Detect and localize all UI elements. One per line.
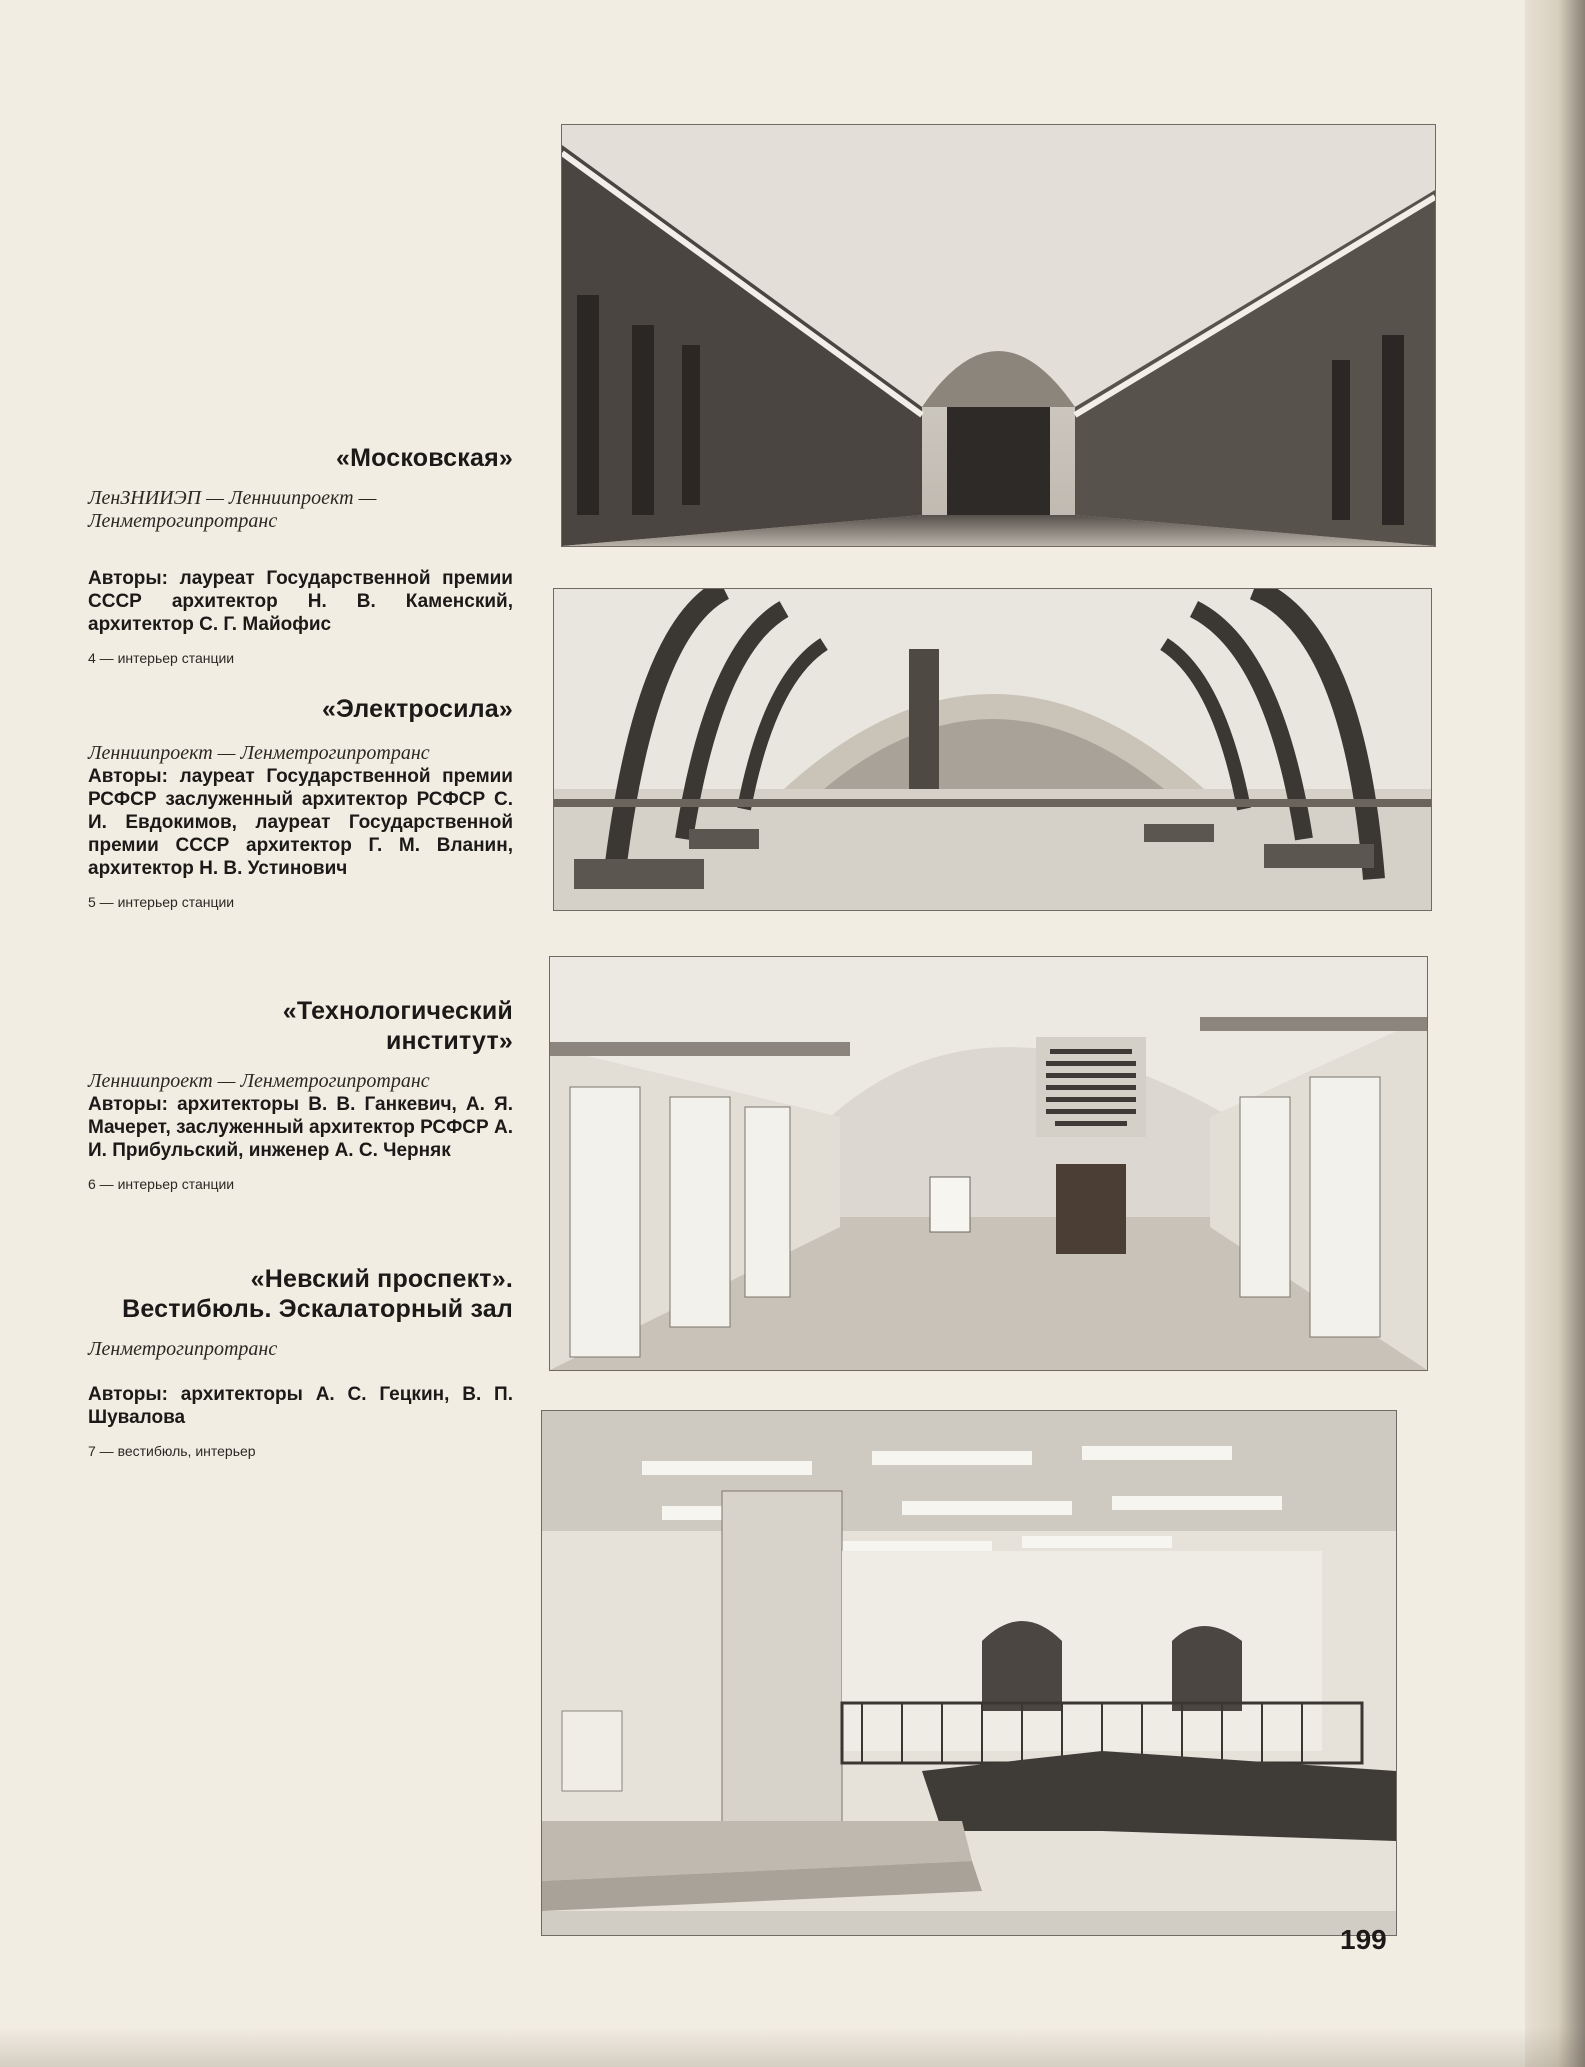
station-title-line-1: «Невский проспект». xyxy=(250,1265,513,1293)
station-title: «Московская» xyxy=(336,444,513,472)
page-bottom-shadow xyxy=(0,2027,1585,2067)
caption-nevsky xyxy=(88,1264,513,1459)
figure-note: 5 — интерьер станции xyxy=(88,894,235,910)
caption-elektrosila xyxy=(88,694,513,910)
photo-nevsky-vestibule xyxy=(541,1410,1397,1936)
photo-elektrosila-interior xyxy=(553,588,1432,911)
caption-moskovskaya xyxy=(88,443,513,666)
authors-text: Авторы: лауреат Государственной премии РСФСР заслуженный архитектор РСФСР С. И. Евдокимов, лауреат Государственной премии СССР архитектор Г. М. Вланин, архитектор Н. В. Устинович xyxy=(88,766,513,879)
authors-text: Авторы: лауреат Государственной премии СССР архитектор Н. В. Каменский, архитектор С. Г. Майофис xyxy=(88,568,513,635)
design-organizations: ЛенЗНИИЭП — Ленниипроект — Ленметрогипротранс xyxy=(88,487,377,532)
design-organizations: Ленниипроект — Ленметрогипротранс xyxy=(88,742,430,764)
station-title-line-1: «Технологический xyxy=(282,997,513,1025)
station-title-line-2: Вестибюль. Эскалаторный зал xyxy=(122,1295,513,1323)
design-organizations: Ленниипроект — Ленметрогипротранс xyxy=(88,1070,430,1092)
design-organizations: Ленметрогипротранс xyxy=(88,1338,278,1360)
figure-note: 6 — интерьер станции xyxy=(88,1176,235,1192)
figure-note: 7 — вестибюль, интерьер xyxy=(88,1443,256,1459)
page-edge-shadow xyxy=(1525,0,1585,2067)
figure-note: 4 — интерьер станции xyxy=(88,650,235,666)
caption-tekhnologicheskiy xyxy=(88,996,513,1192)
station-title-line-2: институт» xyxy=(385,1027,513,1055)
station-title: «Электросила» xyxy=(321,695,513,723)
authors-text: Авторы: архитекторы В. В. Ганкевич, А. Я. Мачерет, заслуженный архитектор РСФСР А. И. Прибульский, инженер А. С. Черняк xyxy=(88,1094,513,1161)
photo-moskovskaya-interior xyxy=(561,124,1436,547)
page-number: 199 xyxy=(1340,1924,1387,1955)
photo-tekhnologicheskiy-interior xyxy=(549,956,1428,1371)
authors-text: Авторы: архитекторы А. С. Гецкин, В. П. Шувалова xyxy=(88,1384,513,1428)
